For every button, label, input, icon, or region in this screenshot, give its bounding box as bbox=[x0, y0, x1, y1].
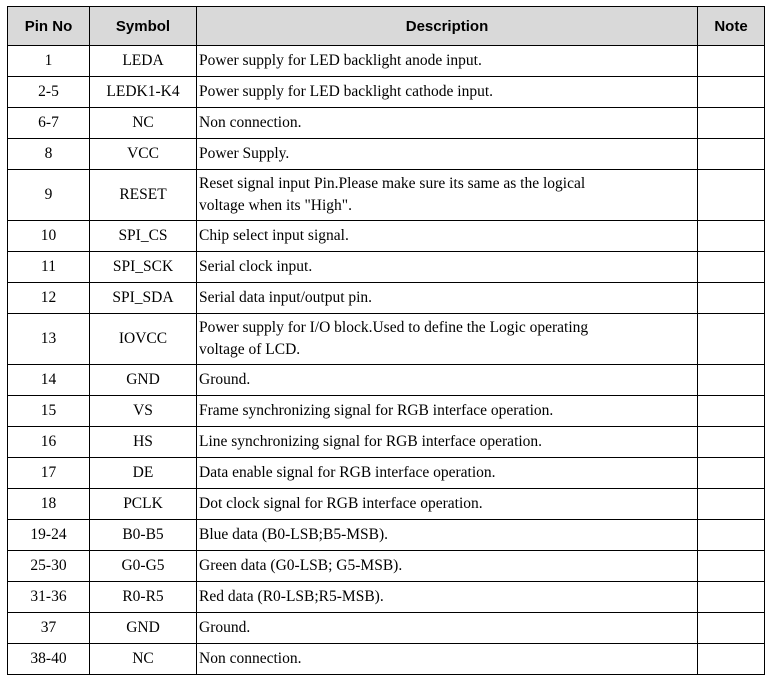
pin-cell: 15 bbox=[8, 396, 90, 427]
pin-cell: 12 bbox=[8, 283, 90, 314]
table-body bbox=[8, 46, 765, 675]
pin-cell: 19-24 bbox=[8, 520, 90, 551]
description-cell: Ground. bbox=[197, 613, 698, 644]
description-cell: Non connection. bbox=[197, 644, 698, 675]
symbol-cell: SPI_SCK bbox=[90, 252, 197, 283]
table-row bbox=[8, 221, 765, 252]
note-cell bbox=[698, 221, 765, 252]
note-cell bbox=[698, 613, 765, 644]
pin-cell: 25-30 bbox=[8, 551, 90, 582]
note-cell bbox=[698, 139, 765, 170]
symbol-cell: G0-G5 bbox=[90, 551, 197, 582]
symbol-cell: NC bbox=[90, 644, 197, 675]
header-pin-no: Pin No bbox=[8, 7, 90, 46]
description-cell: Data enable signal for RGB interface operation. bbox=[197, 458, 698, 489]
table-row bbox=[8, 283, 765, 314]
pin-cell: 37 bbox=[8, 613, 90, 644]
symbol-cell: DE bbox=[90, 458, 197, 489]
symbol-cell: GND bbox=[90, 613, 197, 644]
pin-cell: 38-40 bbox=[8, 644, 90, 675]
description-line: Reset signal input Pin.Please make sure its same as the logical bbox=[199, 175, 586, 192]
description-cell: Power Supply. bbox=[197, 139, 698, 170]
pin-cell: 10 bbox=[8, 221, 90, 252]
symbol-cell: VCC bbox=[90, 139, 197, 170]
note-cell bbox=[698, 489, 765, 520]
note-cell bbox=[698, 427, 765, 458]
description-cell bbox=[197, 170, 698, 221]
symbol-cell: R0-R5 bbox=[90, 582, 197, 613]
table-row bbox=[8, 520, 765, 551]
header-symbol: Symbol bbox=[90, 7, 197, 46]
table-row bbox=[8, 582, 765, 613]
pin-cell: 14 bbox=[8, 365, 90, 396]
table-row bbox=[8, 644, 765, 675]
note-cell bbox=[698, 46, 765, 77]
table-row bbox=[8, 458, 765, 489]
pin-cell: 11 bbox=[8, 252, 90, 283]
note-cell bbox=[698, 582, 765, 613]
symbol-cell: IOVCC bbox=[90, 314, 197, 365]
symbol-cell: LEDA bbox=[90, 46, 197, 77]
pin-cell: 9 bbox=[8, 170, 90, 221]
note-cell bbox=[698, 170, 765, 221]
symbol-cell: GND bbox=[90, 365, 197, 396]
note-cell bbox=[698, 108, 765, 139]
description-cell: Serial clock input. bbox=[197, 252, 698, 283]
description-cell: Green data (G0-LSB; G5-MSB). bbox=[197, 551, 698, 582]
table-row bbox=[8, 46, 765, 77]
note-cell bbox=[698, 314, 765, 365]
symbol-cell: PCLK bbox=[90, 489, 197, 520]
description-cell: Dot clock signal for RGB interface operation. bbox=[197, 489, 698, 520]
note-cell bbox=[698, 458, 765, 489]
note-cell bbox=[698, 283, 765, 314]
description-cell: Power supply for LED backlight cathode input. bbox=[197, 77, 698, 108]
pin-cell: 31-36 bbox=[8, 582, 90, 613]
pin-cell: 13 bbox=[8, 314, 90, 365]
symbol-cell: B0-B5 bbox=[90, 520, 197, 551]
description-cell: Serial data input/output pin. bbox=[197, 283, 698, 314]
note-cell bbox=[698, 644, 765, 675]
table-row bbox=[8, 314, 765, 365]
header-note: Note bbox=[698, 7, 765, 46]
note-cell bbox=[698, 551, 765, 582]
description-cell bbox=[197, 314, 698, 365]
note-cell bbox=[698, 77, 765, 108]
pin-description-table bbox=[7, 6, 765, 675]
description-cell: Red data (R0-LSB;R5-MSB). bbox=[197, 582, 698, 613]
table-row bbox=[8, 365, 765, 396]
note-cell bbox=[698, 365, 765, 396]
note-cell bbox=[698, 252, 765, 283]
table-row bbox=[8, 139, 765, 170]
description-cell: Power supply for LED backlight anode input. bbox=[197, 46, 698, 77]
pin-cell: 17 bbox=[8, 458, 90, 489]
description-cell: Frame synchronizing signal for RGB interface operation. bbox=[197, 396, 698, 427]
symbol-cell: SPI_CS bbox=[90, 221, 197, 252]
table-row bbox=[8, 170, 765, 221]
pin-cell: 6-7 bbox=[8, 108, 90, 139]
description-line: voltage of LCD. bbox=[199, 341, 301, 358]
pin-cell: 18 bbox=[8, 489, 90, 520]
table-row bbox=[8, 396, 765, 427]
description-cell: Chip select input signal. bbox=[197, 221, 698, 252]
table-row bbox=[8, 252, 765, 283]
table-row bbox=[8, 489, 765, 520]
table-row bbox=[8, 77, 765, 108]
pin-cell: 8 bbox=[8, 139, 90, 170]
table-row bbox=[8, 551, 765, 582]
table-row bbox=[8, 613, 765, 644]
header-description: Description bbox=[197, 7, 698, 46]
symbol-cell: RESET bbox=[90, 170, 197, 221]
symbol-cell: SPI_SDA bbox=[90, 283, 197, 314]
description-cell: Ground. bbox=[197, 365, 698, 396]
table-header bbox=[8, 7, 765, 46]
description-cell: Non connection. bbox=[197, 108, 698, 139]
symbol-cell: VS bbox=[90, 396, 197, 427]
pin-cell: 16 bbox=[8, 427, 90, 458]
description-cell: Line synchronizing signal for RGB interface operation. bbox=[197, 427, 698, 458]
pin-cell: 1 bbox=[8, 46, 90, 77]
symbol-cell: HS bbox=[90, 427, 197, 458]
pin-cell: 2-5 bbox=[8, 77, 90, 108]
symbol-cell: NC bbox=[90, 108, 197, 139]
description-line: Power supply for I/O block.Used to define the Logic operating bbox=[199, 319, 589, 336]
table-row bbox=[8, 427, 765, 458]
symbol-cell: LEDK1-K4 bbox=[90, 77, 197, 108]
table-row bbox=[8, 108, 765, 139]
description-cell: Blue data (B0-LSB;B5-MSB). bbox=[197, 520, 698, 551]
description-line: voltage when its "High". bbox=[199, 197, 352, 214]
note-cell bbox=[698, 520, 765, 551]
note-cell bbox=[698, 396, 765, 427]
header-row bbox=[8, 7, 765, 46]
